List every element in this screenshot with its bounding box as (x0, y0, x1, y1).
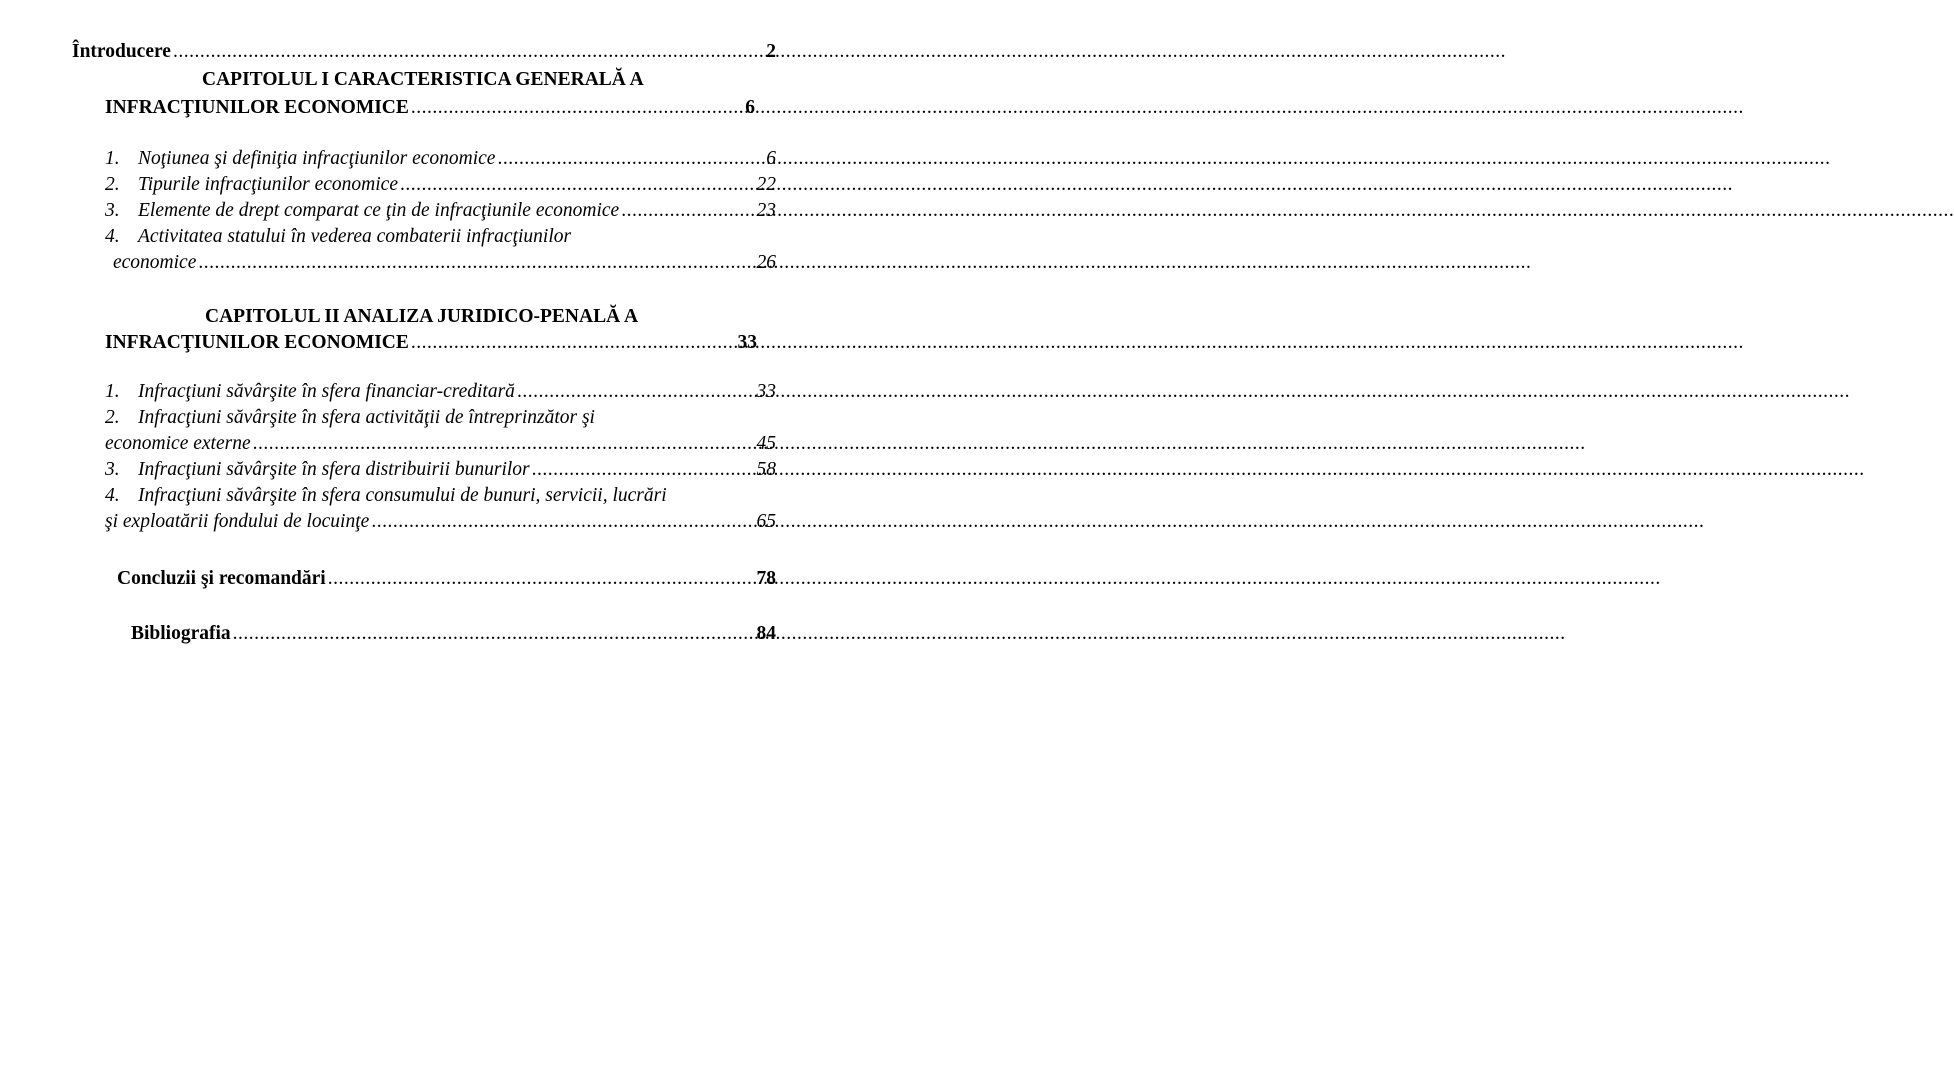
toc-entry-label: Infracţiuni săvârşite în sfera distribuirii bunurilor (138, 459, 530, 480)
toc-dot-leader (371, 511, 754, 533)
toc-entry-introducere[interactable] (72, 41, 776, 63)
toc-entry-label: Infracţiuni săvârşite în sfera financiar-creditară (138, 381, 515, 402)
toc-entry-label: economice externe (105, 433, 251, 454)
toc-page-number: 78 (756, 568, 776, 589)
toc-entry-ch2-item1[interactable] (105, 381, 776, 403)
toc-dot-leader (497, 148, 764, 170)
toc-dot-leader (411, 332, 736, 354)
toc-entry-ch1-item4-line1[interactable] (105, 226, 571, 248)
chapter2-title-line1: CAPITOLUL II ANALIZA JURIDICO-PENALĂ A (205, 306, 639, 327)
toc-entry-label: şi exploatării fondului de locuinţe (105, 511, 370, 532)
toc-item-number: 3. (105, 459, 120, 480)
chapter2-title-line2: INFRACŢIUNILOR ECONOMICE (105, 332, 409, 353)
toc-page-number: 84 (756, 623, 776, 644)
toc-entry-ch2-item4-line2[interactable] (105, 511, 776, 533)
toc-item-number: 4. (105, 485, 120, 506)
toc-item-number: 1. (105, 148, 120, 169)
toc-entry-ch2-item4-line1[interactable] (105, 485, 667, 507)
toc-page-number: 58 (756, 459, 776, 480)
toc-entry-label: Tipurile infracţiunilor economice (138, 174, 398, 195)
toc-page-number: 45 (756, 433, 776, 454)
toc-dot-leader (173, 41, 764, 63)
toc-page-number: 6 (766, 148, 776, 169)
toc-entry-ch1-item4-line2[interactable] (113, 252, 776, 274)
toc-item-number: 1. (105, 381, 120, 402)
toc-dot-leader (411, 97, 743, 119)
toc-item-number: 2. (105, 407, 120, 428)
chapter1-title-line1: CAPITOLUL I CARACTERISTICA GENERALĂ A (202, 69, 644, 90)
toc-entry-ch1-item1[interactable] (105, 148, 776, 170)
toc-entry-label: Infracţiuni săvârşite în sfera consumului de bunuri, servicii, lucrări (138, 485, 667, 506)
toc-entry-ch2-item3[interactable] (105, 459, 776, 481)
toc-page-number: 6 (745, 97, 755, 118)
toc-entry-label: economice (113, 252, 197, 273)
toc-page-number: 22 (756, 174, 776, 195)
toc-item-number: 3. (105, 200, 120, 221)
toc-dot-leader (621, 200, 754, 222)
toc-dot-leader (233, 623, 755, 645)
toc-dot-leader (253, 433, 755, 455)
toc-item-number: 4. (105, 226, 120, 247)
toc-entry-chapter1[interactable] (105, 97, 755, 119)
toc-entry-ch2-item2-line2[interactable] (105, 433, 776, 455)
toc-entry-ch1-item3[interactable] (105, 200, 776, 222)
toc-entry-chapter2[interactable] (105, 332, 757, 354)
toc-entry-ch1-item2[interactable] (105, 174, 776, 196)
document-page (0, 0, 776, 1086)
toc-entry-label: Întroducere (72, 41, 171, 62)
toc-entry-label: Bibliografia (131, 623, 231, 644)
toc-entry-label: Concluzii şi recomandări (117, 568, 326, 589)
toc-dot-leader (328, 568, 755, 590)
toc-entry-label: Infracţiuni săvârşite în sfera activităţii de întreprinzător şi (138, 407, 595, 428)
toc-entry-ch2-item2-line1[interactable] (105, 407, 595, 429)
toc-dot-leader (400, 174, 755, 196)
toc-entry-label: Noţiunea şi definiţia infracţiunilor economice (138, 148, 496, 169)
toc-page-number: 33 (756, 381, 776, 402)
chapter1-title-line2: INFRACŢIUNILOR ECONOMICE (105, 97, 409, 118)
toc-entry-bibliografia[interactable] (131, 623, 776, 645)
toc-page-number: 26 (756, 252, 776, 273)
toc-page-number: 33 (737, 332, 757, 353)
toc-entry-label: Activitatea statului în vederea combaterii infracţiunilor (138, 226, 572, 247)
toc-page-number: 2 (766, 41, 776, 62)
toc-dot-leader (198, 252, 754, 274)
toc-entry-concluzii[interactable] (117, 568, 776, 590)
toc-dot-leader (532, 459, 755, 481)
toc-page-number: 65 (756, 511, 776, 532)
toc-page-number: 23 (756, 200, 776, 221)
toc-item-number: 2. (105, 174, 120, 195)
toc-entry-label: Elemente de drept comparat ce ţin de infracţiunile economice (138, 200, 620, 221)
toc-dot-leader (517, 381, 755, 403)
